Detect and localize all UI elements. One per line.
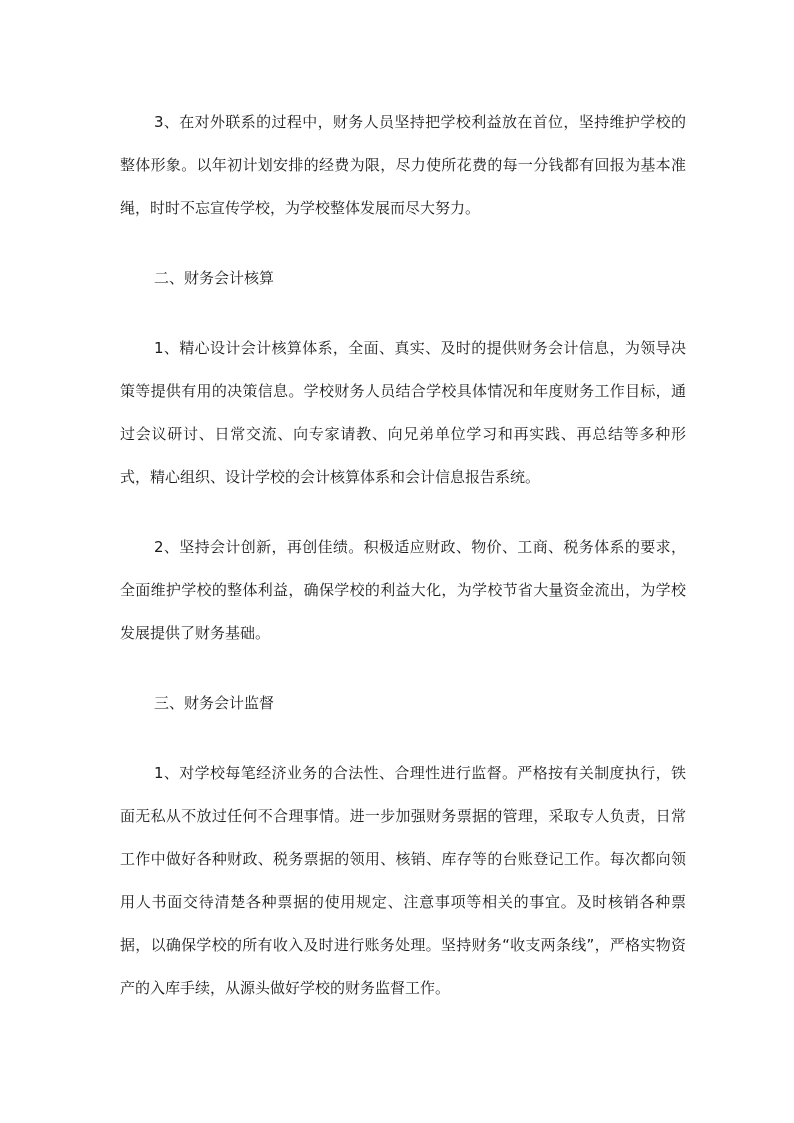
section-heading-accounting: 二、财务会计核算 (154, 269, 275, 287)
section-heading-supervision: 三、财务会计监督 (154, 694, 275, 712)
paragraph-supervision: 1、对学校每笔经济业务的合法性、合理性进行监督。严格按有关制度执行，铁面无私从不放过任何不合理事情。进一步加强财务票据的管理，采取专人负责，日常工作中做好各种财政、税务票据的领用、核销、库存等的台账登记工作。每次都向领用人书面交待清楚各种票据的使用规定、注意事项等相关的事宜。及时核销各种票据，以确保学校的所有收入及时进行账务处理。坚持财务“收支两条线”，严格实物资产的入库手续，从源头做好学校的财务监督工作。 (120, 764, 686, 997)
paragraph-accounting-system: 1、精心设计会计核算体系，全面、真实、及时的提供财务会计信息，为领导决策等提供有用的决策信息。学校财务人员结合学校具体情况和年度财务工作目标，通过会议研讨、日常交流、向专家请教、向兄弟单位学习和再实践、再总结等多种形式，精心组织、设计学校的会计核算体系和会计信息报告系统。 (120, 339, 686, 486)
document-body (120, 101, 686, 1010)
paragraph-external-relations: 3、在对外联系的过程中，财务人员坚持把学校利益放在首位，坚持维护学校的整体形象。以年初计划安排的经费为限，尽力使所花费的每一分钱都有回报为基本准绳，时时不忘宣传学校，为学校整体发展而尽大努力。 (120, 113, 686, 217)
paragraph-accounting-innovation: 2、坚持会计创新，再创佳绩。积极适应财政、物价、工商、税务体系的要求，全面维护学校的整体利益，确保学校的利益大化，为学校节省大量资金流出，为学校发展提供了财务基础。 (120, 538, 686, 642)
